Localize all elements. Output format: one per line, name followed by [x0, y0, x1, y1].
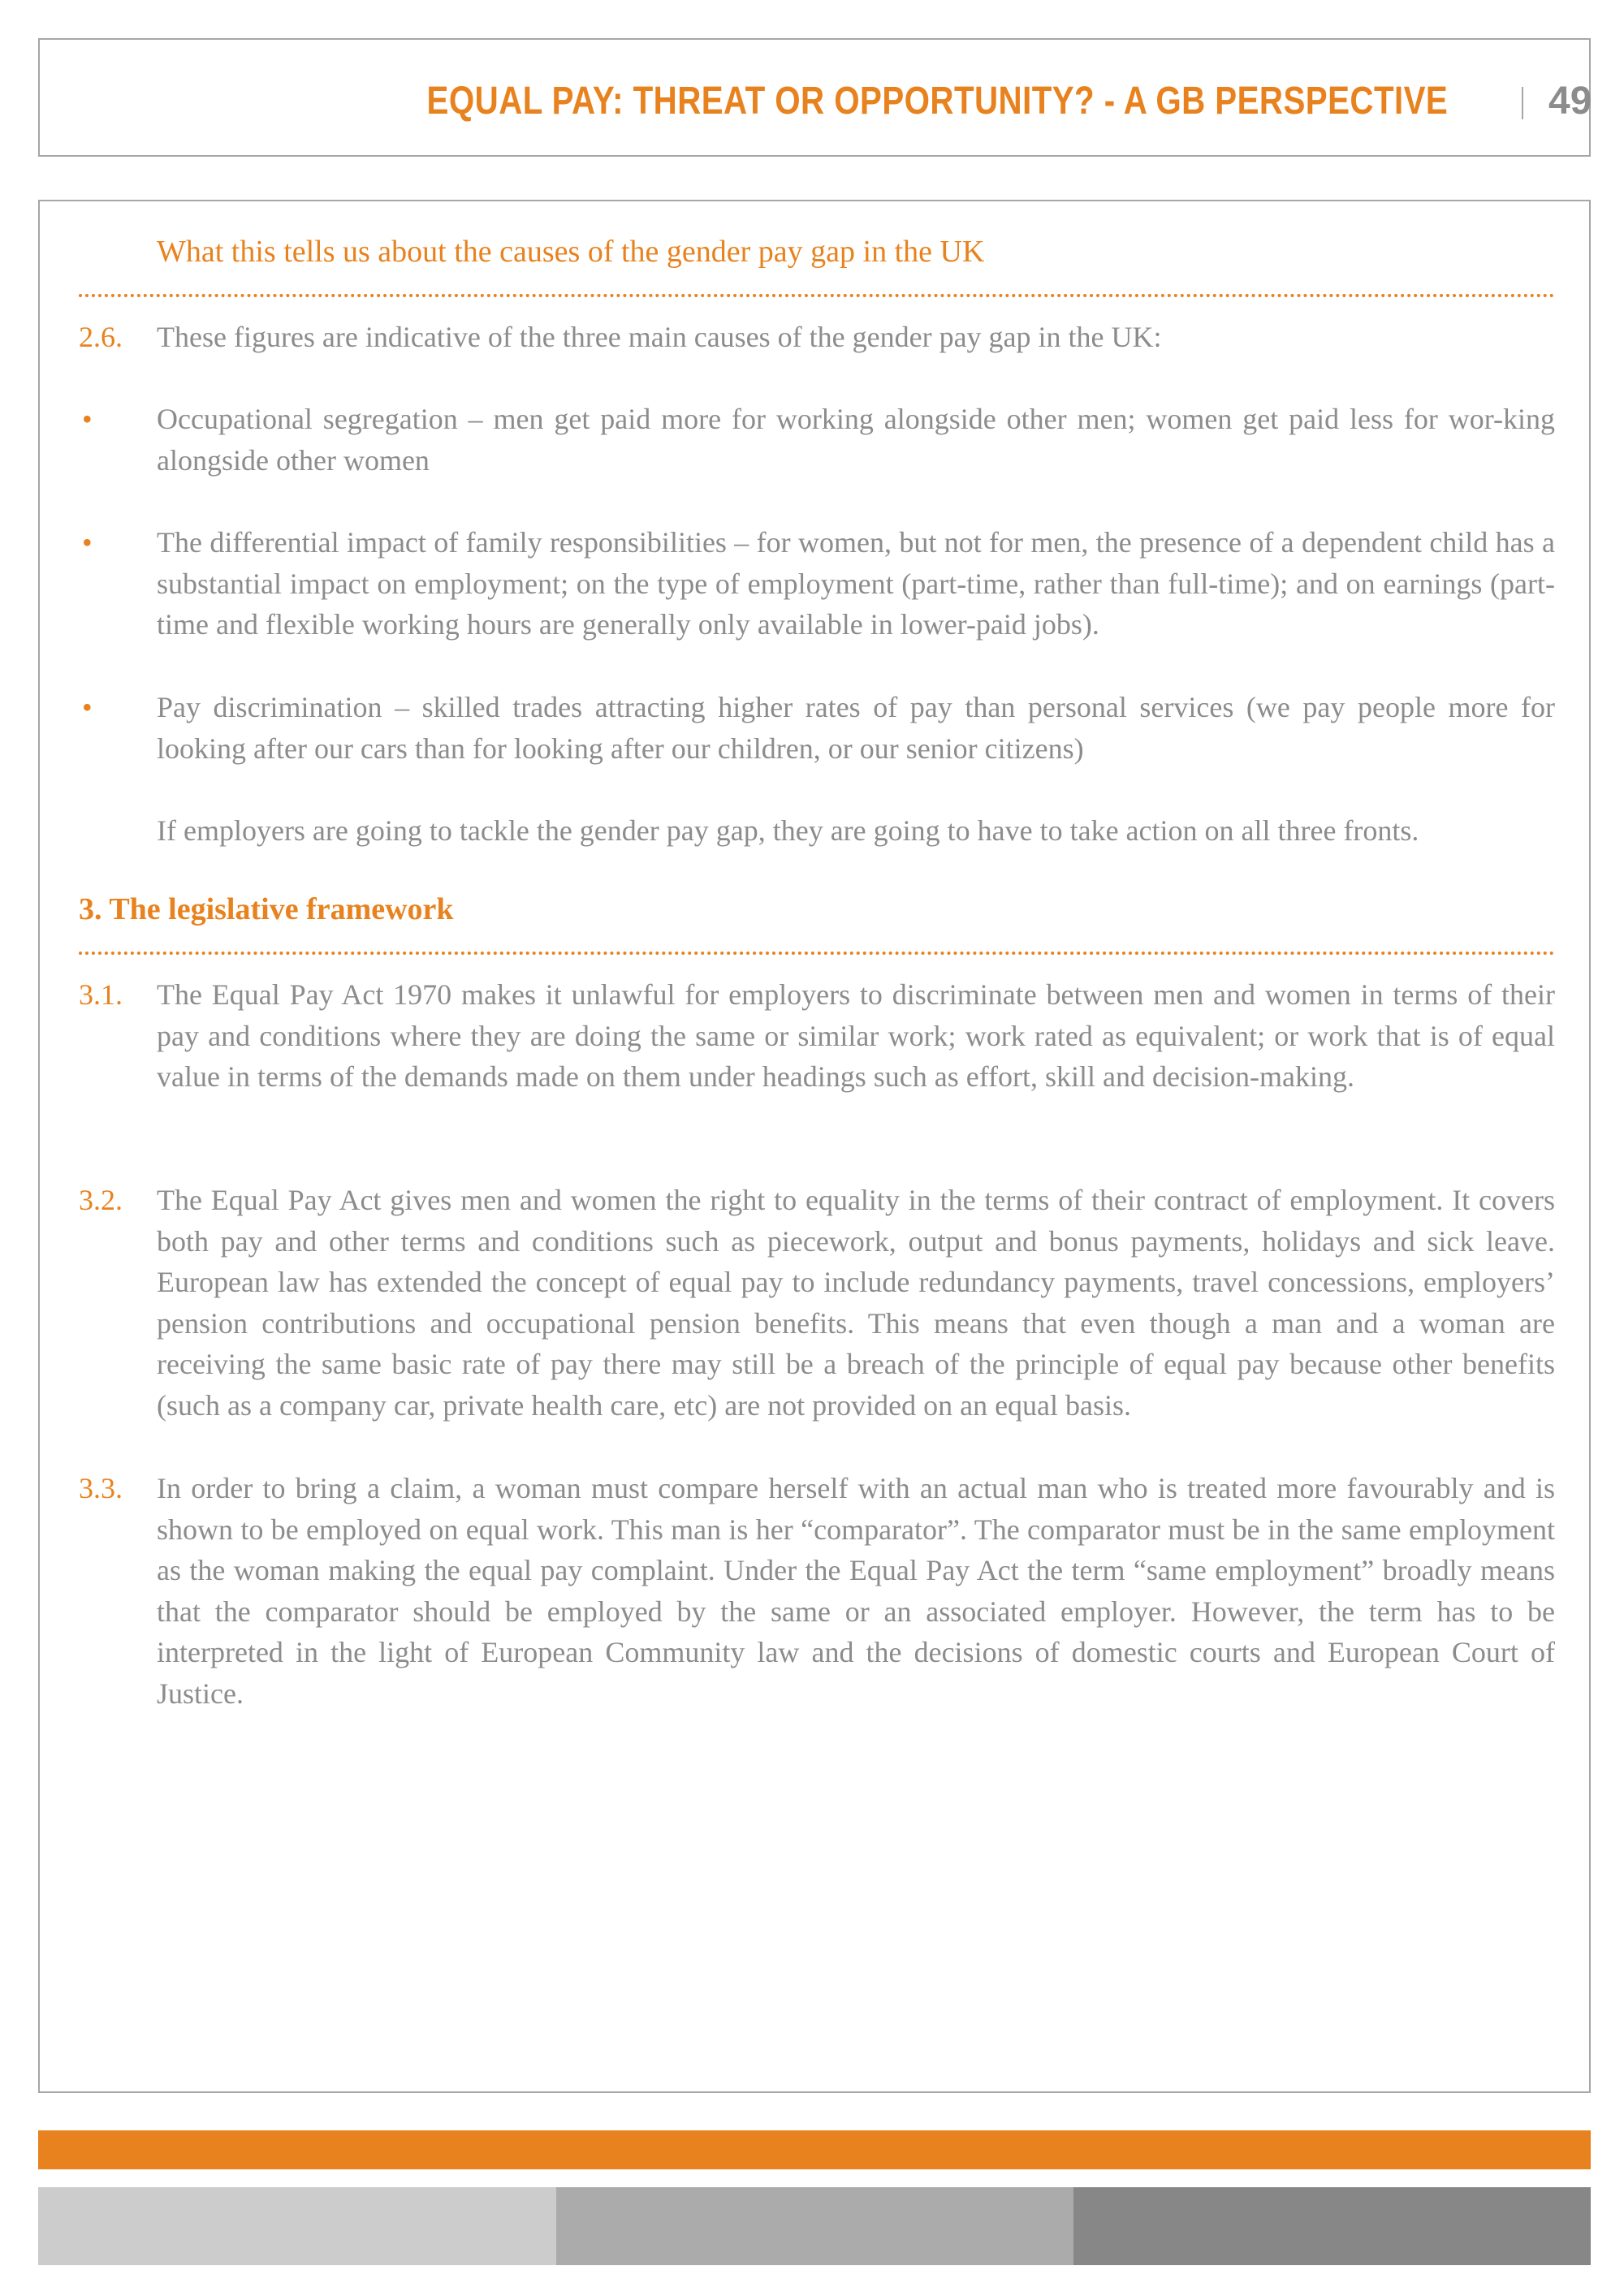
page-header [38, 38, 1591, 157]
paragraph-number: 2.6. [79, 321, 123, 353]
dotted-divider [79, 952, 1555, 955]
bullet-marker: • [82, 526, 93, 559]
closing-paragraph: If employers are going to tackle the gender pay gap, they are going to have to take action on all three fronts. [157, 814, 1419, 847]
footer-grey-block-mid [556, 2187, 1073, 2265]
bullet-text: Occupational segregation – men get paid more for working alongside other men; women get paid less for wor-king alongside other women [157, 403, 1555, 477]
paragraph-text: The Equal Pay Act 1970 makes it unlawful for employers to discriminate between men and women in terms of their pay and conditions where they are doing the same or similar work; work rated as equivalent; or work that is of equal value in terms of the demands made on them under headings such as effort, skill and decision-making. [157, 978, 1555, 1093]
header-separator [1522, 87, 1523, 119]
paragraph-number: 3.2. [79, 1184, 123, 1216]
bullet-marker: • [82, 691, 93, 723]
footer-grey-block-light [38, 2187, 556, 2265]
paragraph-number: 3.3. [79, 1472, 123, 1504]
dotted-divider [79, 294, 1555, 297]
section-subheading: What this tells us about the causes of the gender pay gap in the UK [157, 235, 985, 269]
bullet-marker: • [82, 403, 93, 435]
content-frame [38, 200, 1591, 2093]
page-number: 49 [1548, 80, 1592, 123]
footer-orange-bar [38, 2130, 1591, 2169]
paragraph-text: In order to bring a claim, a woman must compare herself with an actual man who is treated more favourably and is shown to be employed on equal work. This man is her “comparator”. The comparator must be in the same employment as the woman making the equal pay complaint. Under the Equal Pay Act the term “same employment” broadly means that the comparator should be employed by the same or an associated employer. However, the term has to be interpreted in the light of European Community law and the decisions of domestic courts and European Court of Justice. [157, 1472, 1555, 1710]
document-title: EQUAL PAY: THREAT OR OPPORTUNITY? - A GB PERSPECTIVE [426, 80, 1448, 123]
paragraph-text: The Equal Pay Act gives men and women the right to equality in the terms of their contract of employment. It covers both pay and other terms and conditions such as piecework, output and bonus payments, holidays and sick leave. European law has extended the concept of equal pay to include redundancy payments, travel concessions, employers’ pension contributions and occupational pension benefits. This means that even though a man and a woman are receiving the same basic rate of pay there may still be a breach of the principle of equal pay because other benefits (such as a company car, private health care, etc) are not provided on an equal basis. [157, 1184, 1555, 1422]
paragraph-text: These figures are indicative of the three main causes of the gender pay gap in the UK: [157, 321, 1162, 353]
paragraph-number: 3.1. [79, 978, 123, 1011]
section-heading: 3. The legislative framework [79, 892, 454, 926]
bullet-text: The differential impact of family responsibilities – for women, but not for men, the presence of a dependent child has a substantial impact on employment; on the type of employment (part-time, rather than full-time); and on earnings (part-time and flexible working hours are generally only available in lower-paid jobs). [157, 526, 1555, 641]
footer-grey-block-dark [1073, 2187, 1591, 2265]
bullet-text: Pay discrimination – skilled trades attracting higher rates of pay than personal services (we pay people more for looking after our cars than for looking after our children, or our senior citizens) [157, 691, 1555, 765]
